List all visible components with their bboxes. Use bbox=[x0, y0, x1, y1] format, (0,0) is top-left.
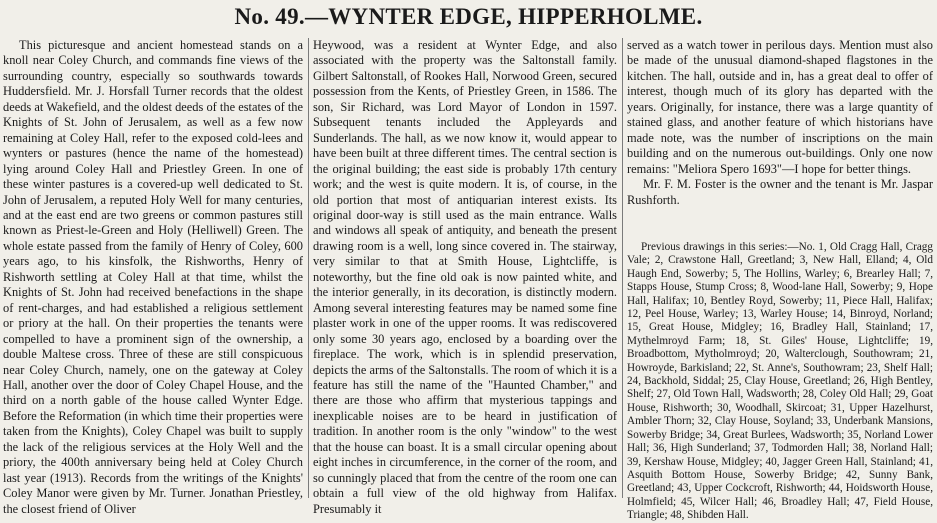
column-divider-2 bbox=[622, 38, 623, 498]
column-divider-1 bbox=[308, 38, 309, 498]
column-3-paragraph-1: served as a watch tower in perilous days. Mention must also be made of the unusual diamond-shaped flagstones in the kitchen. The hall, outside and in, has a great deal to offer of interest, though much of its glory has departed with the years. Originally, for instance, there was a large quantity of stained glass, and another feature of which historians have made note, was the number of inscriptions on the main building and on the numerous out-buildings. Only one now remains: "Meliora Spero 1693"—I hope for better things. bbox=[627, 38, 933, 176]
column-2 bbox=[313, 38, 617, 516]
previous-drawings-list bbox=[627, 241, 933, 522]
column-1 bbox=[3, 38, 303, 516]
article-title: No. 49.—WYNTER EDGE, HIPPERHOLME. bbox=[234, 4, 703, 29]
column-3-paragraph-2: Mr. F. M. Foster is the owner and the tenant is Mr. Jaspar Rushforth. bbox=[627, 177, 933, 207]
previous-drawings-text: Previous drawings in this series:—No. 1, Old Cragg Hall, Cragg Vale; 2, Crawstone Hall, Greetland; 3, New Hall, Elland; 4, Old Haugh End, Sowerby; 5, The Hollins, Warley; 6, Brearley Hall; 7, Stapps House, Stump Cross; 8, Wood-lane Hall, Sowerby; 9, Hope Hall, Halifax; 10, Bentley Royd, Sowerby; 11, Piece Hall, Halifax; 12, Peel House, Warley; 13, Warley House; 14, Binroyd, Norland; 15, Great House, Midgley; 16, Bradley Hall, Stainland; 17, Mythelmroyd Farm; 18, St. Giles' House, Lightcliffe; 19, Broadbottom, Mytholmroyd; 20, Walterclough, Southowram; 21, Howroyde, Barkisland; 22, St. Anne's, Southowram; 23, Shelf Hall; 24, Backhold, Siddal; 25, Clay House, Greetland; 26, High Bentley, Shelf; 27, Old Town Hall, Wadsworth; 28, Coley Old Hall; 29, Goat House, Rishworth; 30, Woodhall, Skircoat; 31, Upper Hazelhurst, Ambler Thorn; 32, Clay House, Soyland; 33, Underbank Mansions, Sowerby Bridge; 34, Great Burlees, Wadsworth; 35, Norland Lower Hall; 36, High Sunderland; 37, Todmorden Hall; 38, Norland Hall; 39, Kershaw House, Midgley; 40, Jagger Green Hall, Stainland; 41, Asquith Bottom House, Sowerby Bridge; 42, Sunny Bank, Greetland; 43, Upper Cockcroft, Rishworth; 44, Hoidsworth House, Holmfield; 45, Wilcer Hall; 46, Broadley Hall; 47, Field House, Triangle; 48, Shibden Hall. bbox=[627, 241, 933, 522]
column-1-text: This picturesque and ancient homestead stands on a knoll near Coley Church, and commands fine views of the surrounding country, especially so southwards towards Huddersfield. Mr. J. Horsfall Turner records that the oldest deeds at Wakefield, and the oldest deeds of the estates of the Knights of St. John of Jerusalem, as well as a few now remaining at Coley Hall, refer to the exposed cold-lees and wynters or pastures (hence the name of the homestead) lying around Coley Hall and Priestley Green. In one of these winter pastures is a covered-up well dedicated to St. John of Jerusalem, a reputed Holy Well for many centuries, and at the east end are two greens or common pastures still known as Priest-le-Green and Holy (Helliwell) Green. The whole estate passed from the family of Henry of Coley, 600 years ago, to his kinsfolk, the Rishworths, Henry of Rishworth settling at Coley Hall at that time, whilst the Knights of St. John had received benefactions in the shape of rent-charges, and had established a religious settlement or priory at the hall. On their properties the tenants were compelled to have a prominent sign of the ownership, a double Maltese cross. Three of these are still conspicuous near Coley Church, namely, one on the gateway at Coley Hall, another over the door of Coley Chapel House, and the third on a north gable of the house called Wynter Edge. Before the Reformation (in which time their properties were taken from the Knights), Coley Chapel was built to supply the lack of the religious services at the Holy Well and the priory, the 400th anniversary being held at Coley Church last year (1913). Records from the writings of the Knights' Coley Manor were given by Mr. Turner. Jonathan Priestley, the closest friend of Oliver bbox=[3, 38, 303, 516]
column-2-text: Heywood, was a resident at Wynter Edge, and also associated with the property was the Saltonstall family. Gilbert Saltonstall, of Rookes Hall, Norwood Green, secured possession from the Kents, of Priestley Green, in 1586. The son, Sir Richard, was Lord Mayor of London in 1597. Subsequent tenants included the Appleyards and Sunderlands. The hall, as we now know it, would appear to have been built at three different times. The central section is the original building; the east side is probably 17th century work; and the west is quite modern. It is, of course, in the old portion that most of antiquarian interest exists. Its original door-way is still used as the main entrance. Walls and windows all speak of antiquity, and beneath the present drawing room is a well, long since covered in. The stairway, very similar to that at Smith House, Lightcliffe, is noteworthy, but the fine old oak is now painted white, and the interior generally, in its decoration, is distinctly modern. Among several interesting features may be named some fine plaster work in one of the upper rooms. It was rediscovered only some 30 years ago, enclosed by a boarding over the fireplace. The work, which is in splendid preservation, depicts the arms of the Saltonstalls. The room of which it is a feature has still the name of the "Haunted Chamber," and there are those who affirm that mysterious tappings and inexplicable noises are to be heard in justification of tradition. In another room is the only "window" to the west that the house can boast. It is a small circular opening about eight inches in circumference, in the corner of the room, and so cunningly placed that from the centre of the room one can obtain a full view of the old highway from Halifax. Presumably it bbox=[313, 38, 617, 516]
